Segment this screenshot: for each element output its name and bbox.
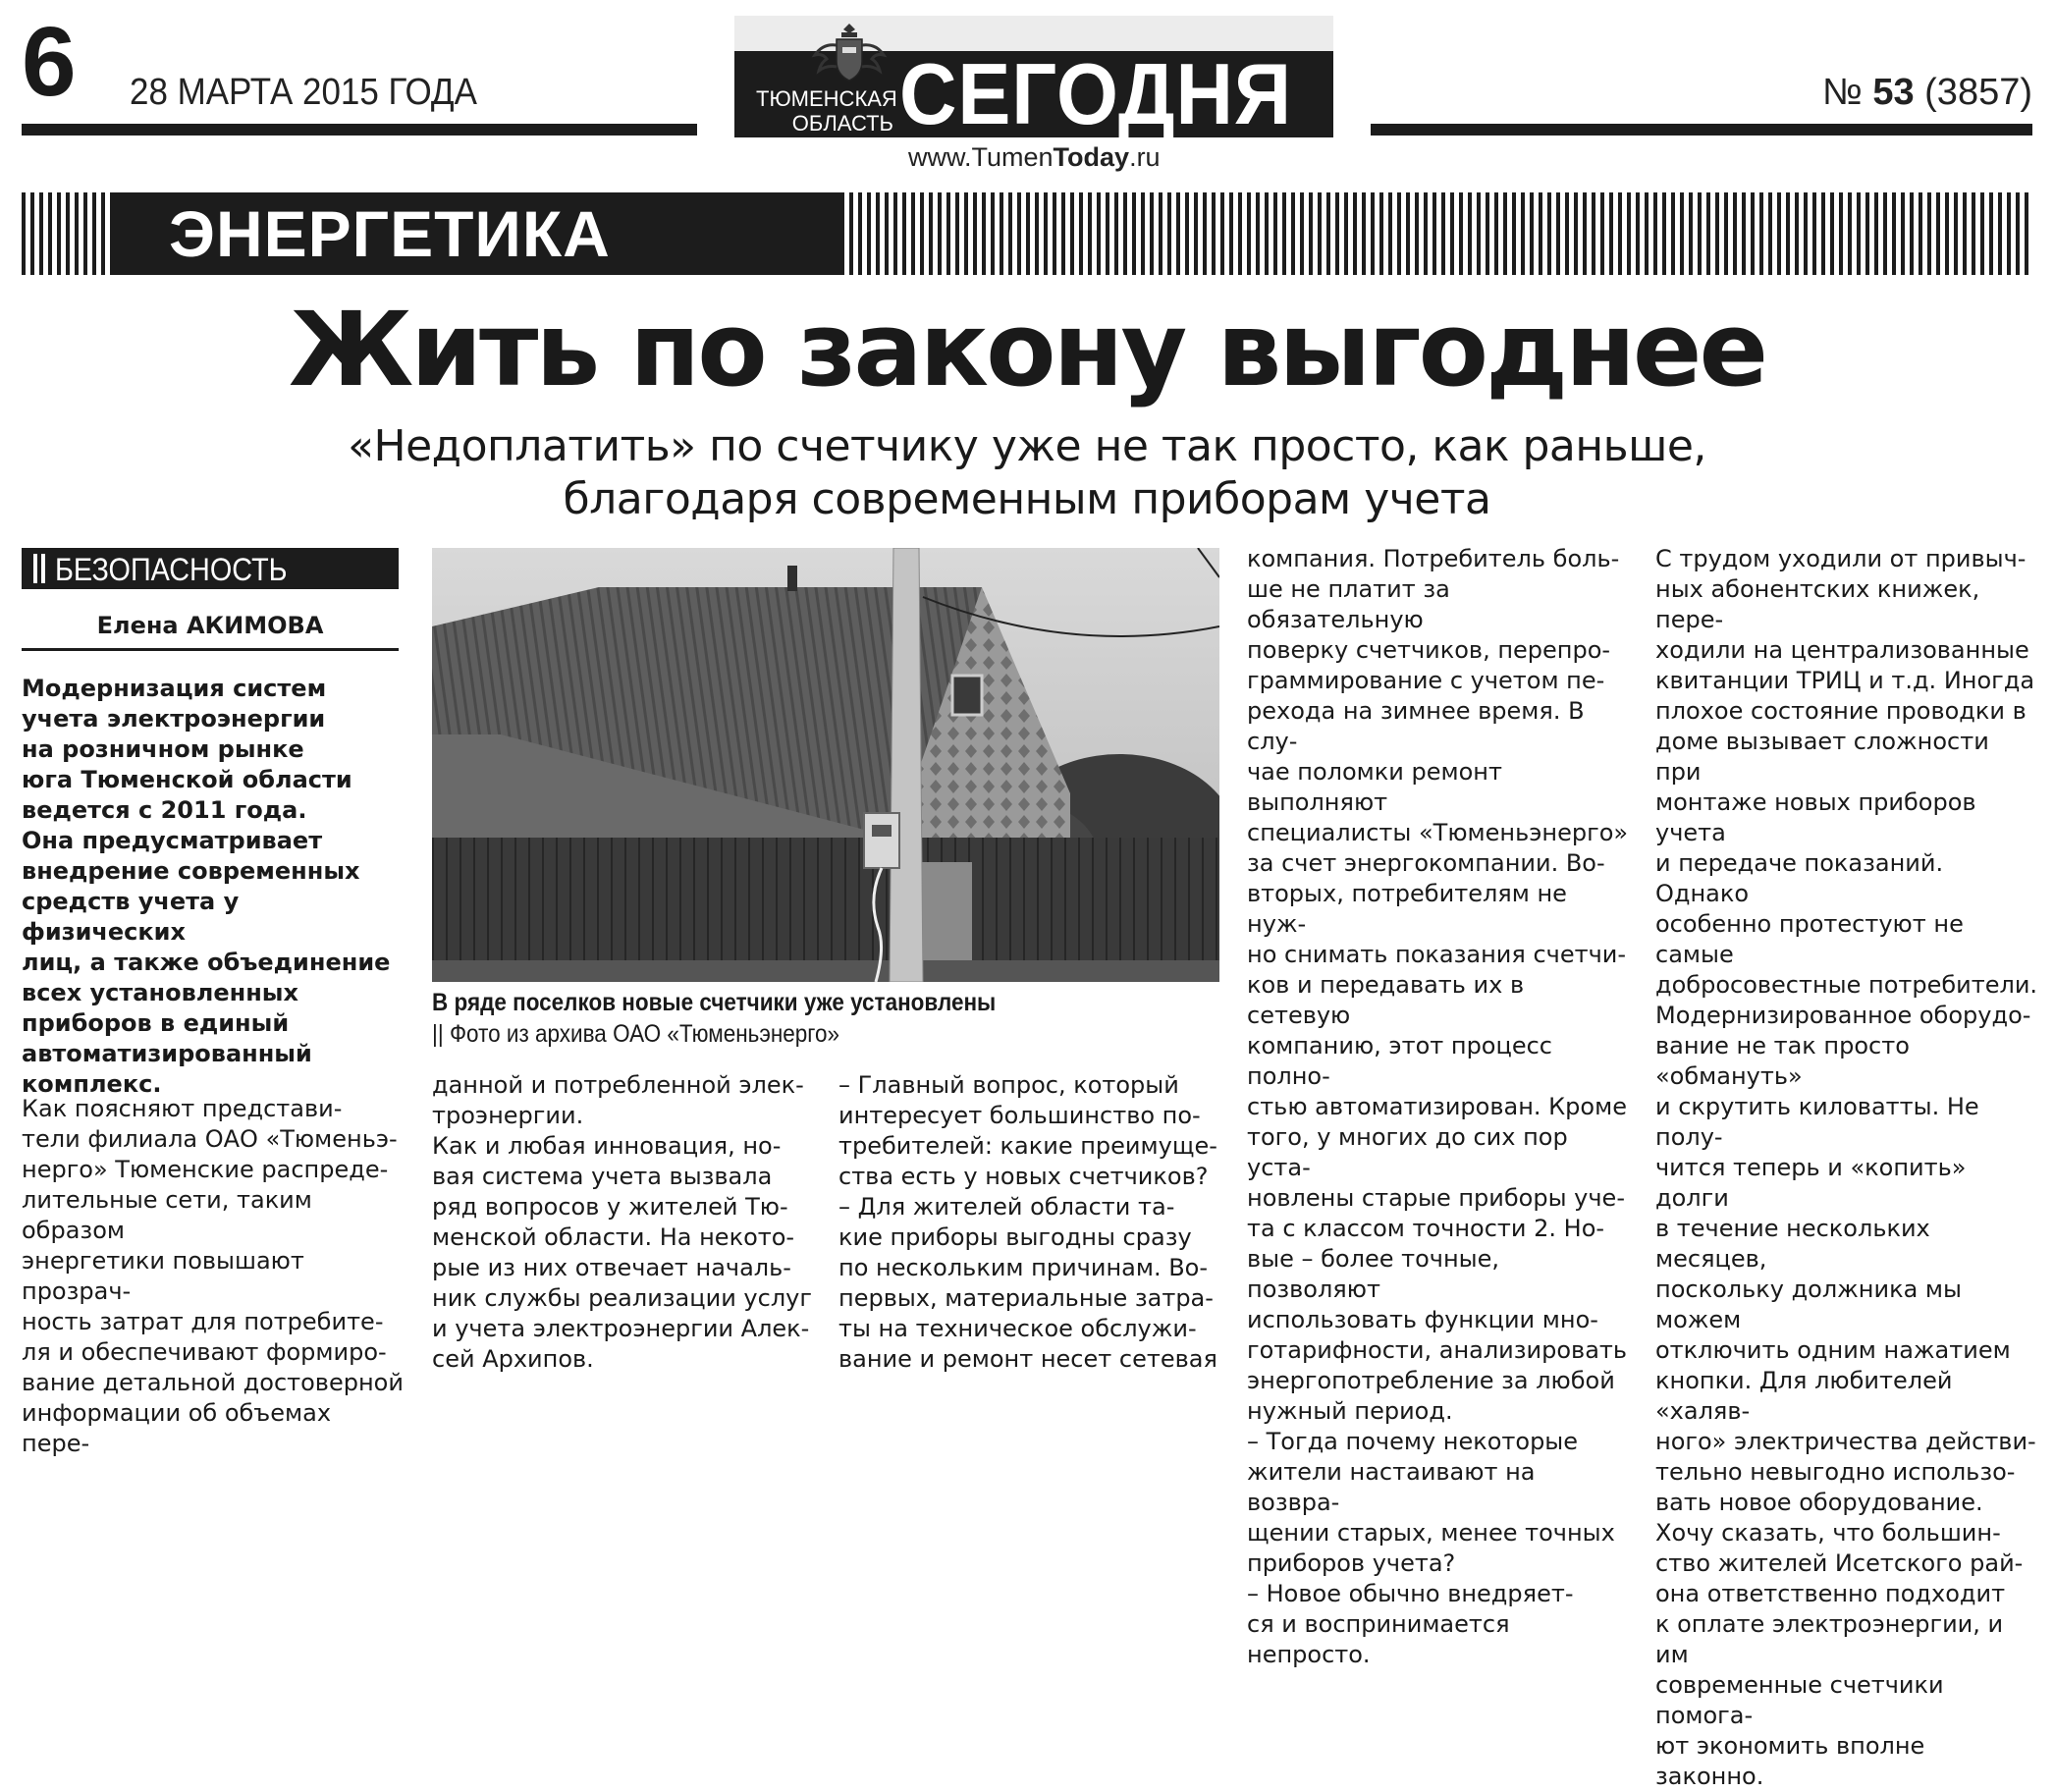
masthead-rule-right [1371, 124, 2032, 136]
newspaper-name: СЕГОДНЯ [899, 45, 1292, 142]
issue-total: (3857) [1924, 72, 2032, 113]
article-column-4: компания. Потребитель боль- ше не платит за обязательную поверку счетчиков, перепро- граммирование с учетом пе- рехода на зимнее время. В слу- чае поломки ремонт выполняют специалисты «Тюменьэнерго» за счет энергокомпании. Во- вторых, потребителям не нуж- но снимать показания счетчи- ков и передавать их в сетевую компанию, этот процесс полно- стью автоматизирован. Кроме того, у многих до сих пор уста- новлены старые приборы уче- та с классом точности 2. Но- вые – более точные, позволяют использовать функции мно- готарифности, анализировать энергопотребление за любой нужный период. – Тогда почему некоторые жители настаивают на возвра- щении старых, менее точных приборов учета? – Новое обычно внедряет- ся и воспринимается непросто. [1247, 545, 1629, 1668]
section-stripes-right [840, 192, 2032, 275]
page-number: 6 [22, 7, 75, 117]
author-divider [22, 648, 399, 651]
issue-number [1822, 71, 2032, 114]
section-stripes-left [22, 192, 110, 275]
coat-of-arms-icon [807, 20, 892, 88]
issue-number-value: 53 [1872, 72, 1915, 113]
article-subhead-line2: благодаря современным приборам учета [563, 474, 1491, 524]
website-url-suffix: .ru [1129, 142, 1161, 172]
logo-region-line2: ОБЛАСТЬ [791, 111, 893, 136]
article-subhead-line1: «Недоплатить» по счетчику уже не так просто, как раньше, [348, 421, 1706, 471]
logo-region [756, 86, 897, 136]
photo-credit: || Фото из архива ОАО «Тюменьэнерго» [432, 1020, 840, 1048]
issue-prefix: № [1821, 72, 1863, 113]
article-headline: Жить по закону выгоднее [289, 290, 1765, 409]
section-title: ЭНЕРГЕТИКА [169, 197, 611, 270]
house-photo-illustration [432, 548, 1219, 982]
photo-caption: В ряде поселков новые счетчики уже установлены [432, 989, 997, 1016]
rubric-marker [33, 554, 37, 583]
website-url-prefix: www.Tumen [908, 142, 1054, 172]
article-column-5: С трудом уходили от привыч- ных абонентских книжек, пере- ходили на централизованные квитанции ТРИЦ и т.д. Иногда плохое состояние проводки в доме вызывает сложности при монтаже новых приборов учета и передаче показаний. Однако особенно протестуют не самые добросовестные потребители. Модернизированное оборудо- вание не так просто «обмануть» и скрутить киловатты. Не полу- чится теперь и «копить» долги в течение нескольких месяцев, поскольку должника мы можем отключить одним нажатием кнопки. Для любителей «халяв- ного» электричества действи- тельно невыгодно использо- вать новое оборудование. Хочу сказать, что большин- ство жителей Исетского рай- она ответственно подходит к оплате электроэнергии, и им современные счетчики помога- ют экономить вполне законно. [1655, 545, 2038, 1790]
rubric-label: БЕЗОПАСНОСТЬ [55, 552, 288, 587]
website-url [908, 141, 1161, 173]
logo-region-line1: ТЮМЕНСКАЯ [756, 86, 897, 111]
article-column-1: Как поясняют представи- тели филиала ОАО «Тюменьэ- нерго» Тюменские распреде- лительные сети, таким образом энергетики повышают прозрач- ность затрат для потребите- ля и обеспечивают формиро- вание детальной достоверной информации об объемах пере- [22, 1095, 404, 1457]
article-lead: Модернизация систем учета электроэнергии на розничном рынке юга Тюменской области ведется с 2011 года. Она предусматривает внедрение современных средств учета у физических лиц, а также объединение всех установленных приборов в единый автоматизированный комплекс. [22, 675, 391, 1098]
article-column-3: – Главный вопрос, который интересует большинство по- требителей: какие преимуще- ства есть у новых счетчиков? – Для жителей области та- кие приборы выгодны сразу по нескольким причинам. Во- первых, материальные затра- ты на техническое обслужи- вание и ремонт несет сетевая [838, 1071, 1217, 1373]
article-photo [432, 548, 1219, 982]
website-url-bold: Today [1053, 142, 1130, 172]
issue-date: 28 МАРТА 2015 ГОДА [130, 72, 477, 113]
rubric-marker [41, 554, 45, 583]
article-author: Елена АКИМОВА [96, 612, 324, 639]
masthead-rule-left [22, 124, 697, 136]
article-subhead [0, 420, 2054, 526]
article-column-2: данной и потребленной элек- троэнергии. Как и любая инновация, но- вая система учета вызвала ряд вопросов у жителей Тю- менской области. На некото- рые из них отвечает началь- ник службы реализации услуг и учета электроэнергии Алек- сей Архипов. [432, 1071, 812, 1373]
